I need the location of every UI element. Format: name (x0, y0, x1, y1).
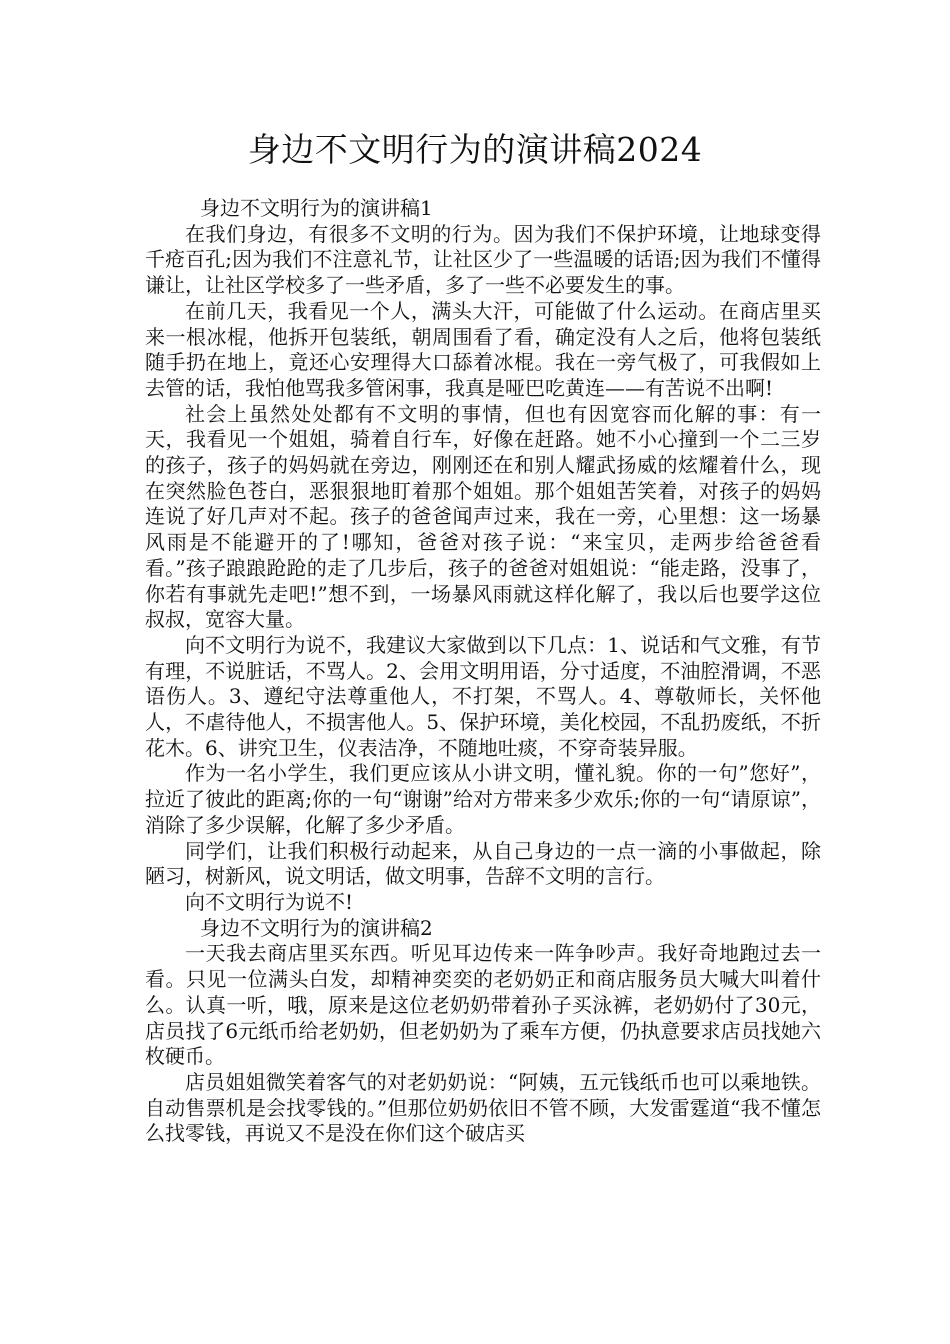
paragraph: 向不文明行为说不，我建议大家做到以下几点：1、说话和气文雅，有节有理，不说脏话，不骂人。2、会用文明用语，分寸适度，不油腔滑调，不恶语伤人。3、遵纪守法尊重他人，不打架，不骂人。4、尊敬师长，关怀他人，不虐待他人，不损害他人。5、保护环境，美化校园，不乱扔废纸，不折花木。6、讲究卫生，仪表洁净，不随地吐痰，不穿奇装异服。 (145, 632, 821, 760)
document-title: 身边不文明行为的演讲稿2024 (247, 130, 703, 169)
paragraph: 在我们身边，有很多不文明的行为。因为我们不保护环境，让地球变得千疮百孔;因为我们不注意礼节，让社区少了一些温暖的话语;因为我们不懂得谦让，让社区学校多了一些矛盾，多了一些不必要发生的事。 (145, 221, 821, 298)
paragraph: 店员姐姐微笑着客气的对老奶奶说：“阿姨，五元钱纸币也可以乘地铁。自动售票机是会找零钱的。”但那位奶奶依旧不管不顾，大发雷霆道“我不懂怎么找零钱，再说又不是没在你们这个破店买 (145, 1069, 821, 1146)
document-body (145, 196, 821, 1147)
paragraph: 作为一名小学生，我们更应该从小讲文明，懂礼貌。你的一句”您好”，拉近了彼此的距离;你的一句“谢谢”给对方带来多少欢乐;你的一句“请原谅”，消除了多少误解，化解了多少矛盾。 (145, 761, 821, 837)
section-heading: 身边不文明行为的演讲稿1 (200, 196, 433, 220)
paragraph: 社会上虽然处处都有不文明的事情，但也有因宽容而化解的事：有一天，我看见一个姐姐，骑着自行车，好像在赶路。她不小心撞到一个二三岁的孩子，孩子的妈妈就在旁边，刚刚还在和别人耀武扬威的炫耀着什么，现在突然脸色苍白，恶狠狠地盯着那个姐姐。那个姐姐苦笑着，对孩子的妈妈连说了好几声对不起。孩子的爸爸闻声过来，我在一旁，心里想：这一场暴风雨是不能避开的了!哪知，爸爸对孩子说：“来宝贝，走两步给爸爸看看。”孩子踉踉跄跄的走了几步后，孩子的爸爸对姐姐说：“能走路，没事了，你若有事就先走吧!”想不到，一场暴风雨就这样化解了，我以后也要学这位叔叔，宽容大量。 (145, 401, 821, 632)
section-heading: 身边不文明行为的演讲稿2 (200, 915, 433, 940)
paragraph: 向不文明行为说不! (185, 889, 354, 914)
paragraph: 同学们，让我们积极行动起来，从自己身边的一点一滴的小事做起，除陋习，树新风，说文明话，做文明事，告辞不文明的言行。 (145, 838, 821, 889)
paragraph: 一天我去商店里买东西。听见耳边传来一阵争吵声。我好奇地跑过去一看。只见一位满头白发，却精神奕奕的老奶奶正和商店服务员大喊大叫着什么。认真一听，哦，原来是这位老奶奶带着孙子买泳裤，老奶奶付了30元，店员找了6元纸币给老奶奶，但老奶奶为了乘车方便，仍执意要求店员找她六枚硬币。 (145, 941, 821, 1069)
paragraph: 在前几天，我看见一个人，满头大汗，可能做了什么运动。在商店里买来一根冰棍，他拆开包装纸，朝周围看了看，确定没有人之后，他将包装纸随手扔在地上，竟还心安理得大口舔着冰棍。我在一旁气极了，可我假如上去管的话，我怕他骂我多管闲事，我真是哑巴吃黄连——有苦说不出啊! (145, 298, 821, 400)
